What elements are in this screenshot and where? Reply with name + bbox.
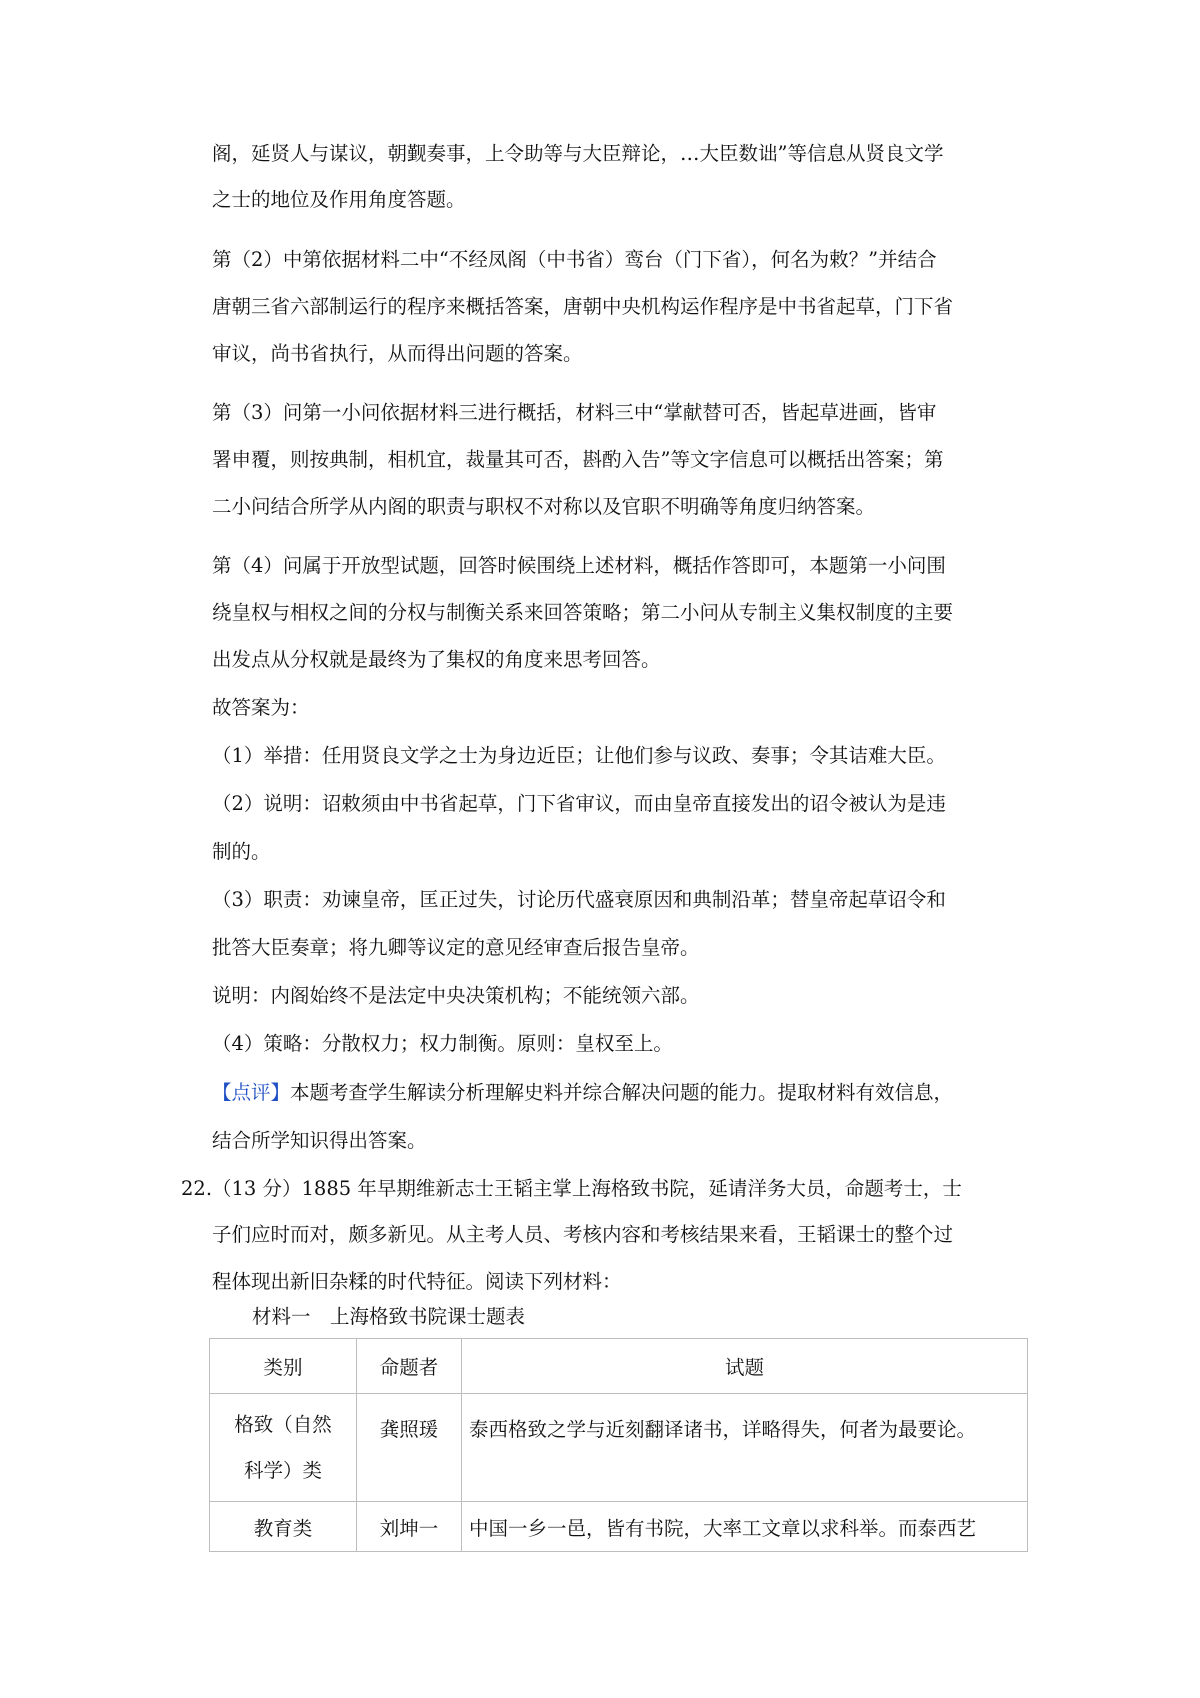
answer-heading: 故答案为： <box>212 696 310 719</box>
table-header-row <box>210 1339 1028 1394</box>
author-cell: 龚照瑗 <box>357 1394 462 1502</box>
question-cell: 泰西格致之学与近刻翻译诸书，详略得失，何者为最要论。 <box>462 1394 1028 1502</box>
answer-line: （4）策略：分散权力；权力制衡。原则：皇权至上。 <box>212 1032 673 1055</box>
column-header-category: 类别 <box>210 1339 357 1394</box>
question-line: 子们应时而对，颇多新见。从主考人员、考核内容和考核结果来看，王韬课士的整个过 <box>212 1223 954 1246</box>
analysis-line: 署申覆，则按典制，相机宜，裁量其可否，斟酌入告”等文字信息可以概括出答案；第 <box>212 448 944 471</box>
column-header-question: 试题 <box>462 1339 1028 1394</box>
analysis-line: 第（2）中第依据材料二中“不经凤阁（中书省）鸾台（门下省），何名为敕？”并结合 <box>212 248 937 271</box>
comment-line <box>212 1079 1032 1107</box>
answer-line: 批答大臣奏章；将九卿等议定的意见经审查后报告皇帝。 <box>212 936 700 959</box>
comment-tag: 【点评】 <box>212 1081 291 1104</box>
analysis-line: 绕皇权与相权之间的分权与制衡关系来回答策略；第二小问从专制主义集权制度的主要 <box>212 601 954 624</box>
question-line <box>181 1175 1001 1203</box>
author-cell: 刘坤一 <box>357 1502 462 1552</box>
category-line: 格致（自然 <box>234 1412 332 1436</box>
analysis-line: 唐朝三省六部制运行的程序来概括答案，唐朝中央机构运作程序是中书省起草，门下省 <box>212 295 954 318</box>
question-number: 22. <box>181 1177 213 1200</box>
analysis-line: 二小问结合所学从内阁的职责与职权不对称以及官职不明确等角度归纳答案。 <box>212 495 876 518</box>
analysis-line: 阁，延贤人与谋议，朝觐奏事，上令助等与大臣辩论，…大臣数诎”等信息从贤良文学 <box>212 142 944 165</box>
category-cell: 教育类 <box>210 1502 357 1552</box>
table-row <box>210 1502 1028 1552</box>
analysis-line: 之士的地位及作用角度答题。 <box>212 188 466 211</box>
column-header-author: 命题者 <box>357 1339 462 1394</box>
table-row <box>210 1394 1028 1502</box>
category-line: 科学）类 <box>243 1458 322 1482</box>
table-caption: 材料一 上海格致书院课士题表 <box>252 1305 526 1328</box>
answer-line: 说明：内阁始终不是法定中央决策机构；不能统领六部。 <box>212 984 700 1007</box>
question-cell: 中国一乡一邑，皆有书院，大率工文章以求科举。而泰西艺 <box>462 1502 1028 1552</box>
answer-line: （1）举措：任用贤良文学之士为身边近臣；让他们参与议政、奏事；令其诘难大臣。 <box>212 744 946 767</box>
answer-line: （2）说明：诏敕须由中书省起草，门下省审议，而由皇帝直接发出的诏令被认为是违 <box>212 792 946 815</box>
analysis-line: 第（3）问第一小问依据材料三进行概括，材料三中“掌献替可否，皆起草进画，皆审 <box>212 401 937 424</box>
analysis-line: 第（4）问属于开放型试题，回答时候围绕上述材料，概括作答即可，本题第一小问围 <box>212 554 946 577</box>
question-text: （13 分）1885 年早期维新志士王韬主掌上海格致书院，延请洋务大员，命题考士，士 <box>212 1177 962 1200</box>
exam-topic-table <box>209 1338 1028 1552</box>
answer-line: 制的。 <box>212 840 271 863</box>
question-line: 程体现出新旧杂糅的时代特征。阅读下列材料： <box>212 1270 622 1293</box>
analysis-line: 审议，尚书省执行，从而得出问题的答案。 <box>212 342 583 365</box>
comment-text: 本题考查学生解读分析理解史料并综合解决问题的能力。提取材料有效信息， <box>290 1081 954 1104</box>
answer-line: （3）职责：劝谏皇帝，匡正过失，讨论历代盛衰原因和典制沿革；替皇帝起草诏令和 <box>212 888 946 911</box>
analysis-line: 出发点从分权就是最终为了集权的角度来思考回答。 <box>212 648 661 671</box>
category-cell <box>210 1394 357 1502</box>
comment-line: 结合所学知识得出答案。 <box>212 1129 427 1152</box>
